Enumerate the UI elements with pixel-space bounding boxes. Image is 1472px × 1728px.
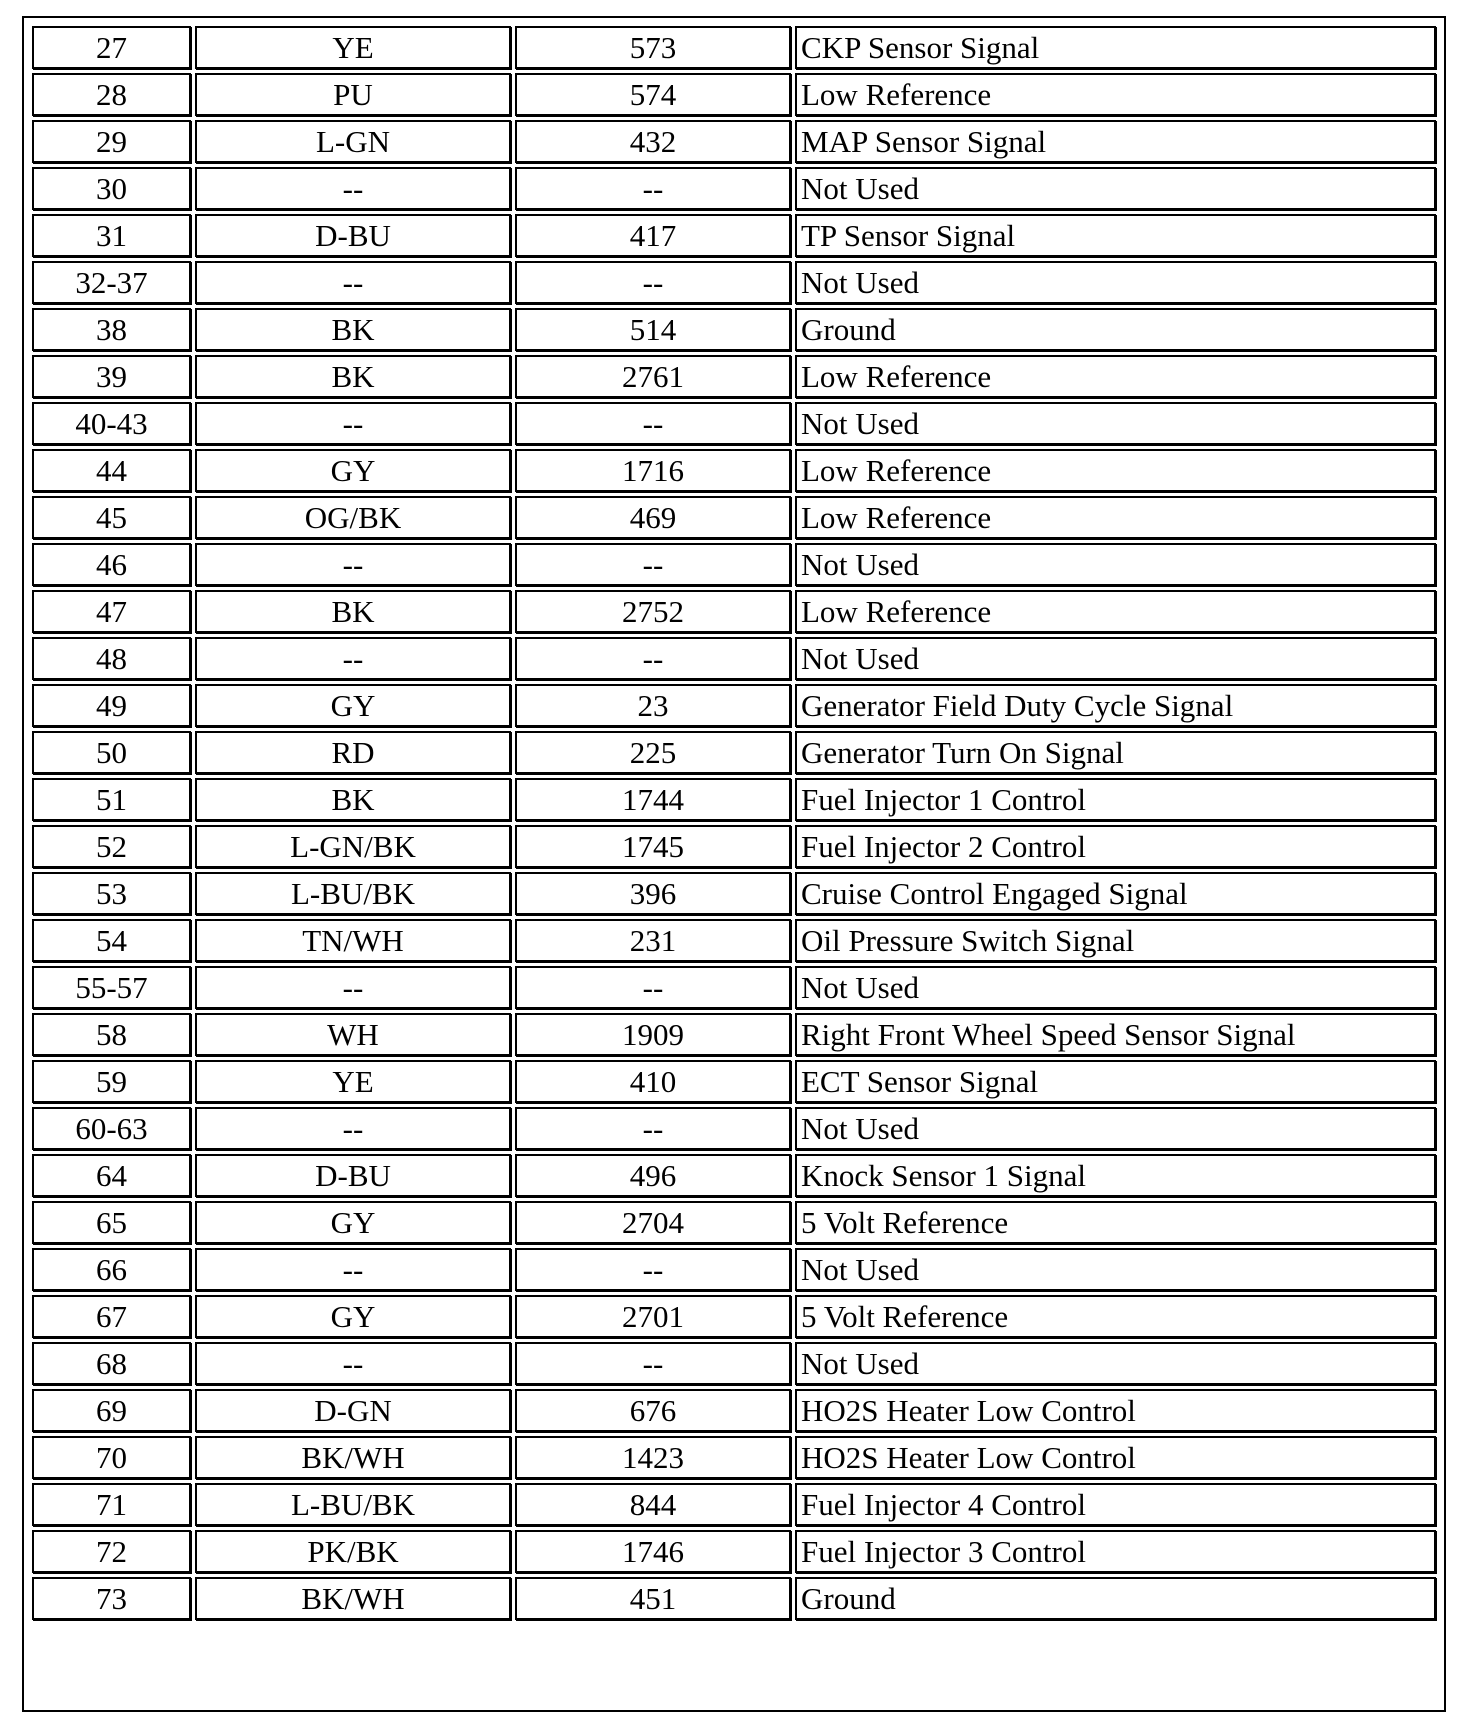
wire-color-cell: BK bbox=[195, 355, 511, 398]
wire-color-cell: -- bbox=[195, 543, 511, 586]
pin-number-cell: 50 bbox=[32, 731, 191, 774]
circuit-number-cell: 1744 bbox=[515, 778, 791, 821]
table-row bbox=[32, 214, 1436, 257]
circuit-number-cell: 844 bbox=[515, 1483, 791, 1526]
pinout-table-body bbox=[32, 26, 1436, 1620]
pin-number-cell: 68 bbox=[32, 1342, 191, 1385]
table-row bbox=[32, 1483, 1436, 1526]
pin-number-cell: 39 bbox=[32, 355, 191, 398]
table-row bbox=[32, 1201, 1436, 1244]
circuit-number-cell: 396 bbox=[515, 872, 791, 915]
pin-number-cell: 71 bbox=[32, 1483, 191, 1526]
table-row bbox=[32, 1107, 1436, 1150]
pin-function-cell: Fuel Injector 2 Control bbox=[795, 825, 1436, 868]
table-row bbox=[32, 1577, 1436, 1620]
wire-color-cell: GY bbox=[195, 449, 511, 492]
pin-number-cell: 27 bbox=[32, 26, 191, 69]
table-row bbox=[32, 1389, 1436, 1432]
wire-color-cell: L-GN bbox=[195, 120, 511, 163]
pin-function-cell: ECT Sensor Signal bbox=[795, 1060, 1436, 1103]
pin-function-cell: Not Used bbox=[795, 1248, 1436, 1291]
circuit-number-cell: -- bbox=[515, 1248, 791, 1291]
pin-function-cell: HO2S Heater Low Control bbox=[795, 1436, 1436, 1479]
circuit-number-cell: -- bbox=[515, 402, 791, 445]
pin-number-cell: 48 bbox=[32, 637, 191, 680]
table-row bbox=[32, 966, 1436, 1009]
table-row bbox=[32, 637, 1436, 680]
wire-color-cell: OG/BK bbox=[195, 496, 511, 539]
circuit-number-cell: 23 bbox=[515, 684, 791, 727]
circuit-number-cell: 496 bbox=[515, 1154, 791, 1197]
wire-color-cell: BK bbox=[195, 778, 511, 821]
pin-function-cell: Generator Field Duty Cycle Signal bbox=[795, 684, 1436, 727]
pin-number-cell: 67 bbox=[32, 1295, 191, 1338]
circuit-number-cell: 1423 bbox=[515, 1436, 791, 1479]
circuit-number-cell: -- bbox=[515, 637, 791, 680]
table-row bbox=[32, 1342, 1436, 1385]
circuit-number-cell: -- bbox=[515, 1107, 791, 1150]
wire-color-cell: YE bbox=[195, 1060, 511, 1103]
wire-color-cell: PK/BK bbox=[195, 1530, 511, 1573]
wire-color-cell: RD bbox=[195, 731, 511, 774]
circuit-number-cell: 573 bbox=[515, 26, 791, 69]
table-row bbox=[32, 1248, 1436, 1291]
table-row bbox=[32, 1060, 1436, 1103]
table-row bbox=[32, 496, 1436, 539]
pin-number-cell: 52 bbox=[32, 825, 191, 868]
circuit-number-cell: 1745 bbox=[515, 825, 791, 868]
pin-function-cell: Ground bbox=[795, 1577, 1436, 1620]
pin-number-cell: 59 bbox=[32, 1060, 191, 1103]
pin-function-cell: HO2S Heater Low Control bbox=[795, 1389, 1436, 1432]
pin-number-cell: 44 bbox=[32, 449, 191, 492]
wire-color-cell: -- bbox=[195, 1248, 511, 1291]
pin-function-cell: Not Used bbox=[795, 167, 1436, 210]
circuit-number-cell: 514 bbox=[515, 308, 791, 351]
table-row bbox=[32, 731, 1436, 774]
wire-color-cell: GY bbox=[195, 1295, 511, 1338]
pin-function-cell: Not Used bbox=[795, 966, 1436, 1009]
table-row bbox=[32, 73, 1436, 116]
wire-color-cell: L-BU/BK bbox=[195, 1483, 511, 1526]
circuit-number-cell: -- bbox=[515, 261, 791, 304]
circuit-number-cell: 1716 bbox=[515, 449, 791, 492]
circuit-number-cell: 2752 bbox=[515, 590, 791, 633]
table-row bbox=[32, 590, 1436, 633]
pin-function-cell: Fuel Injector 3 Control bbox=[795, 1530, 1436, 1573]
circuit-number-cell: 451 bbox=[515, 1577, 791, 1620]
circuit-number-cell: 432 bbox=[515, 120, 791, 163]
wire-color-cell: PU bbox=[195, 73, 511, 116]
circuit-number-cell: 574 bbox=[515, 73, 791, 116]
pin-number-cell: 38 bbox=[32, 308, 191, 351]
pin-number-cell: 28 bbox=[32, 73, 191, 116]
pin-function-cell: Not Used bbox=[795, 1107, 1436, 1150]
pin-function-cell: Low Reference bbox=[795, 449, 1436, 492]
table-row bbox=[32, 120, 1436, 163]
table-row bbox=[32, 355, 1436, 398]
wire-color-cell: -- bbox=[195, 402, 511, 445]
wire-color-cell: BK bbox=[195, 308, 511, 351]
pin-number-cell: 72 bbox=[32, 1530, 191, 1573]
pin-number-cell: 45 bbox=[32, 496, 191, 539]
circuit-number-cell: 1909 bbox=[515, 1013, 791, 1056]
table-row bbox=[32, 1013, 1436, 1056]
circuit-number-cell: 417 bbox=[515, 214, 791, 257]
table-row bbox=[32, 308, 1436, 351]
pin-function-cell: Low Reference bbox=[795, 590, 1436, 633]
table-row bbox=[32, 1436, 1436, 1479]
circuit-number-cell: 469 bbox=[515, 496, 791, 539]
pin-number-cell: 65 bbox=[32, 1201, 191, 1244]
pin-function-cell: Not Used bbox=[795, 402, 1436, 445]
table-row bbox=[32, 778, 1436, 821]
table-row bbox=[32, 684, 1436, 727]
pin-number-cell: 60-63 bbox=[32, 1107, 191, 1150]
pin-function-cell: Low Reference bbox=[795, 73, 1436, 116]
pin-function-cell: Low Reference bbox=[795, 355, 1436, 398]
circuit-number-cell: 225 bbox=[515, 731, 791, 774]
pin-function-cell: Generator Turn On Signal bbox=[795, 731, 1436, 774]
wire-color-cell: -- bbox=[195, 1107, 511, 1150]
table-row bbox=[32, 1530, 1436, 1573]
circuit-number-cell: 2761 bbox=[515, 355, 791, 398]
pin-number-cell: 47 bbox=[32, 590, 191, 633]
wire-color-cell: D-BU bbox=[195, 1154, 511, 1197]
table-row bbox=[32, 872, 1436, 915]
pin-number-cell: 73 bbox=[32, 1577, 191, 1620]
wire-color-cell: D-GN bbox=[195, 1389, 511, 1432]
pin-function-cell: 5 Volt Reference bbox=[795, 1295, 1436, 1338]
pin-number-cell: 29 bbox=[32, 120, 191, 163]
pin-function-cell: Oil Pressure Switch Signal bbox=[795, 919, 1436, 962]
wire-color-cell: D-BU bbox=[195, 214, 511, 257]
pin-function-cell: Not Used bbox=[795, 1342, 1436, 1385]
circuit-number-cell: -- bbox=[515, 1342, 791, 1385]
pin-number-cell: 66 bbox=[32, 1248, 191, 1291]
pin-function-cell: Knock Sensor 1 Signal bbox=[795, 1154, 1436, 1197]
pin-number-cell: 55-57 bbox=[32, 966, 191, 1009]
circuit-number-cell: -- bbox=[515, 167, 791, 210]
connector-pinout-table bbox=[28, 22, 1440, 1624]
pin-function-cell: Cruise Control Engaged Signal bbox=[795, 872, 1436, 915]
wire-color-cell: -- bbox=[195, 966, 511, 1009]
pin-function-cell: Not Used bbox=[795, 543, 1436, 586]
circuit-number-cell: 231 bbox=[515, 919, 791, 962]
wire-color-cell: BK/WH bbox=[195, 1436, 511, 1479]
pin-function-cell: Fuel Injector 4 Control bbox=[795, 1483, 1436, 1526]
table-row bbox=[32, 261, 1436, 304]
wire-color-cell: YE bbox=[195, 26, 511, 69]
pin-function-cell: Fuel Injector 1 Control bbox=[795, 778, 1436, 821]
wire-color-cell: L-BU/BK bbox=[195, 872, 511, 915]
wire-color-cell: BK bbox=[195, 590, 511, 633]
circuit-number-cell: 410 bbox=[515, 1060, 791, 1103]
circuit-number-cell: -- bbox=[515, 543, 791, 586]
table-row bbox=[32, 1154, 1436, 1197]
pin-number-cell: 30 bbox=[32, 167, 191, 210]
table-row bbox=[32, 1295, 1436, 1338]
wire-color-cell: BK/WH bbox=[195, 1577, 511, 1620]
circuit-number-cell: 2701 bbox=[515, 1295, 791, 1338]
circuit-number-cell: -- bbox=[515, 966, 791, 1009]
wire-color-cell: L-GN/BK bbox=[195, 825, 511, 868]
wire-color-cell: TN/WH bbox=[195, 919, 511, 962]
wire-color-cell: -- bbox=[195, 1342, 511, 1385]
table-row bbox=[32, 919, 1436, 962]
pin-function-cell: CKP Sensor Signal bbox=[795, 26, 1436, 69]
wire-color-cell: GY bbox=[195, 684, 511, 727]
pin-function-cell: TP Sensor Signal bbox=[795, 214, 1436, 257]
table-row bbox=[32, 402, 1436, 445]
pin-number-cell: 46 bbox=[32, 543, 191, 586]
table-row bbox=[32, 449, 1436, 492]
table-row bbox=[32, 26, 1436, 69]
pin-function-cell: MAP Sensor Signal bbox=[795, 120, 1436, 163]
pin-function-cell: Not Used bbox=[795, 637, 1436, 680]
circuit-number-cell: 676 bbox=[515, 1389, 791, 1432]
table-row bbox=[32, 825, 1436, 868]
pin-function-cell: 5 Volt Reference bbox=[795, 1201, 1436, 1244]
pin-number-cell: 69 bbox=[32, 1389, 191, 1432]
pin-number-cell: 40-43 bbox=[32, 402, 191, 445]
pin-number-cell: 58 bbox=[32, 1013, 191, 1056]
wire-color-cell: -- bbox=[195, 637, 511, 680]
pin-number-cell: 53 bbox=[32, 872, 191, 915]
wire-color-cell: WH bbox=[195, 1013, 511, 1056]
pin-number-cell: 49 bbox=[32, 684, 191, 727]
circuit-number-cell: 1746 bbox=[515, 1530, 791, 1573]
pin-number-cell: 70 bbox=[32, 1436, 191, 1479]
pin-number-cell: 54 bbox=[32, 919, 191, 962]
pin-number-cell: 64 bbox=[32, 1154, 191, 1197]
circuit-number-cell: 2704 bbox=[515, 1201, 791, 1244]
table-row bbox=[32, 543, 1436, 586]
wire-color-cell: -- bbox=[195, 261, 511, 304]
pin-number-cell: 51 bbox=[32, 778, 191, 821]
pin-function-cell: Ground bbox=[795, 308, 1436, 351]
pin-function-cell: Right Front Wheel Speed Sensor Signal bbox=[795, 1013, 1436, 1056]
pin-function-cell: Low Reference bbox=[795, 496, 1436, 539]
table-row bbox=[32, 167, 1436, 210]
pin-number-cell: 32-37 bbox=[32, 261, 191, 304]
wire-color-cell: GY bbox=[195, 1201, 511, 1244]
pin-number-cell: 31 bbox=[32, 214, 191, 257]
pin-function-cell: Not Used bbox=[795, 261, 1436, 304]
wire-color-cell: -- bbox=[195, 167, 511, 210]
